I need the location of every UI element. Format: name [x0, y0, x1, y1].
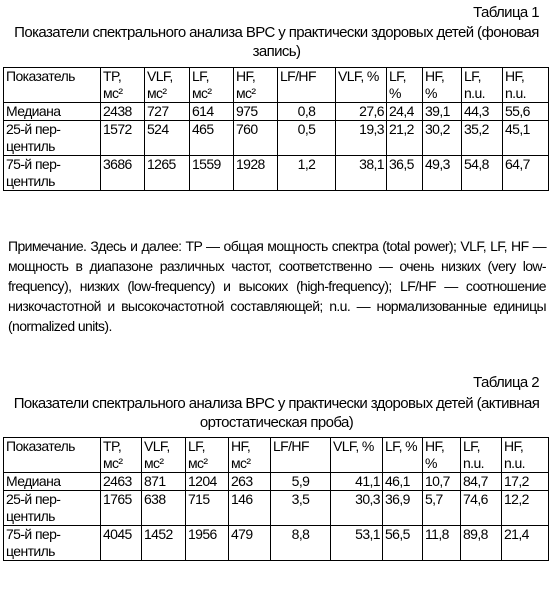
table-cell: 36,5 [387, 156, 423, 191]
table-cell: 5,9 [271, 473, 331, 491]
header-cell: VLF, % [336, 68, 387, 103]
row-label: Медиана [4, 473, 101, 491]
table2-title: Показатели спектрального анализа ВРС у практически здоровых детей (активная ортостатическая проба) [13, 395, 540, 431]
table-cell: 55,6 [503, 103, 549, 121]
header-cell: TP, мс² [101, 438, 142, 473]
header-cell: VLF, % [331, 438, 383, 473]
table-cell: 35,2 [462, 121, 503, 156]
table-cell: 45,1 [503, 121, 549, 156]
table-cell: 54,8 [462, 156, 503, 191]
table-cell: 89,8 [461, 526, 502, 561]
table-cell: 17,2 [502, 473, 549, 491]
header-cell: LF, % [387, 68, 423, 103]
table-cell: 8,8 [271, 526, 331, 561]
table-cell: 638 [142, 491, 186, 526]
table-cell: 871 [142, 473, 186, 491]
table-cell: 41,1 [331, 473, 383, 491]
row-label: 75-й пер-центиль [4, 156, 101, 191]
table-cell: 524 [145, 121, 190, 156]
table-cell: 1559 [190, 156, 234, 191]
table-cell: 84,7 [461, 473, 502, 491]
table-cell: 1572 [101, 121, 145, 156]
table-cell: 4045 [101, 526, 142, 561]
table-cell: 727 [145, 103, 190, 121]
table-cell: 1265 [145, 156, 190, 191]
table-row [4, 526, 549, 561]
header-cell: LF/HF [278, 68, 336, 103]
table-cell: 38,1 [336, 156, 387, 191]
table-cell: 19,3 [336, 121, 387, 156]
table-cell: 74,6 [461, 491, 502, 526]
table-cell: 30,2 [423, 121, 462, 156]
header-cell: TP, мс² [101, 68, 145, 103]
table-cell: 263 [229, 473, 271, 491]
header-cell: LF, n.u. [461, 438, 502, 473]
row-label: 25-й пер-центиль [4, 121, 101, 156]
table-row [4, 121, 549, 156]
table-cell: 21,2 [387, 121, 423, 156]
row-label: Медиана [4, 103, 101, 121]
table-cell: 0,5 [278, 121, 336, 156]
table-cell: 2438 [101, 103, 145, 121]
table-cell: 56,5 [383, 526, 423, 561]
table1-label: Таблица 1 [473, 4, 539, 21]
table-cell: 3,5 [271, 491, 331, 526]
table-cell: 30,3 [331, 491, 383, 526]
header-cell: HF, n.u. [503, 68, 549, 103]
table-cell: 49,3 [423, 156, 462, 191]
row-label: 75-й пер-центиль [4, 526, 101, 561]
table-cell: 715 [186, 491, 229, 526]
header-cell: HF, % [423, 438, 461, 473]
header-cell: HF, n.u. [502, 438, 549, 473]
table-cell: 12,2 [502, 491, 549, 526]
header-cell: HF, мс² [229, 438, 271, 473]
table-cell: 24,4 [387, 103, 423, 121]
table2 [3, 437, 549, 561]
table-cell: 53,1 [331, 526, 383, 561]
table-cell: 760 [234, 121, 278, 156]
table-cell: 1204 [186, 473, 229, 491]
table-cell: 479 [229, 526, 271, 561]
table-cell: 2463 [101, 473, 142, 491]
table1-header-row [4, 68, 549, 103]
table-row [4, 491, 549, 526]
table-cell: 614 [190, 103, 234, 121]
note-paragraph: Примечание. Здесь и далее: TP — общая мощность спектра (total power); VLF, LF, HF — мощность в диапазоне различных частот, соответственно — очень низких (very low-frequency), низких (low-frequency) и высоких (high-frequency); LF/HF — соотношение низкочастотной и высокочастотной составляющей; n.u. — нормализованные единицы (normalized units). [8, 238, 546, 334]
header-cell: LF, % [383, 438, 423, 473]
table-cell: 465 [190, 121, 234, 156]
table-cell: 1,2 [278, 156, 336, 191]
table-cell: 27,6 [336, 103, 387, 121]
table-cell: 11,8 [423, 526, 461, 561]
table-cell: 146 [229, 491, 271, 526]
header-cell: LF, n.u. [462, 68, 503, 103]
table-cell: 1765 [101, 491, 142, 526]
table2-header-row [4, 438, 549, 473]
table-cell: 10,7 [423, 473, 461, 491]
table-cell: 1956 [186, 526, 229, 561]
table-cell: 46,1 [383, 473, 423, 491]
table-cell: 1452 [142, 526, 186, 561]
header-cell: LF/HF [271, 438, 331, 473]
table-cell: 39,1 [423, 103, 462, 121]
header-cell: LF, мс² [186, 438, 229, 473]
table-cell: 21,4 [502, 526, 549, 561]
table-row [4, 156, 549, 191]
header-cell: VLF, мс² [145, 68, 190, 103]
table-row [4, 103, 549, 121]
table2-label: Таблица 2 [473, 374, 539, 391]
table-cell: 44,3 [462, 103, 503, 121]
header-cell: Показатель [4, 438, 101, 473]
row-label: 25-й пер-центиль [4, 491, 101, 526]
table1-title: Показатели спектрального анализа ВРС у практически здоровых детей (фоновая запись) [14, 24, 539, 60]
header-cell: Показатель [4, 68, 101, 103]
table-cell: 975 [234, 103, 278, 121]
table-cell: 5,7 [423, 491, 461, 526]
table-row [4, 473, 549, 491]
table-cell: 3686 [101, 156, 145, 191]
table-cell: 1928 [234, 156, 278, 191]
header-cell: LF, мс² [190, 68, 234, 103]
header-cell: HF, мс² [234, 68, 278, 103]
table-cell: 0,8 [278, 103, 336, 121]
table1 [3, 67, 549, 191]
header-cell: HF, % [423, 68, 462, 103]
header-cell: VLF, мс² [142, 438, 186, 473]
table-cell: 36,9 [383, 491, 423, 526]
table-cell: 64,7 [503, 156, 549, 191]
